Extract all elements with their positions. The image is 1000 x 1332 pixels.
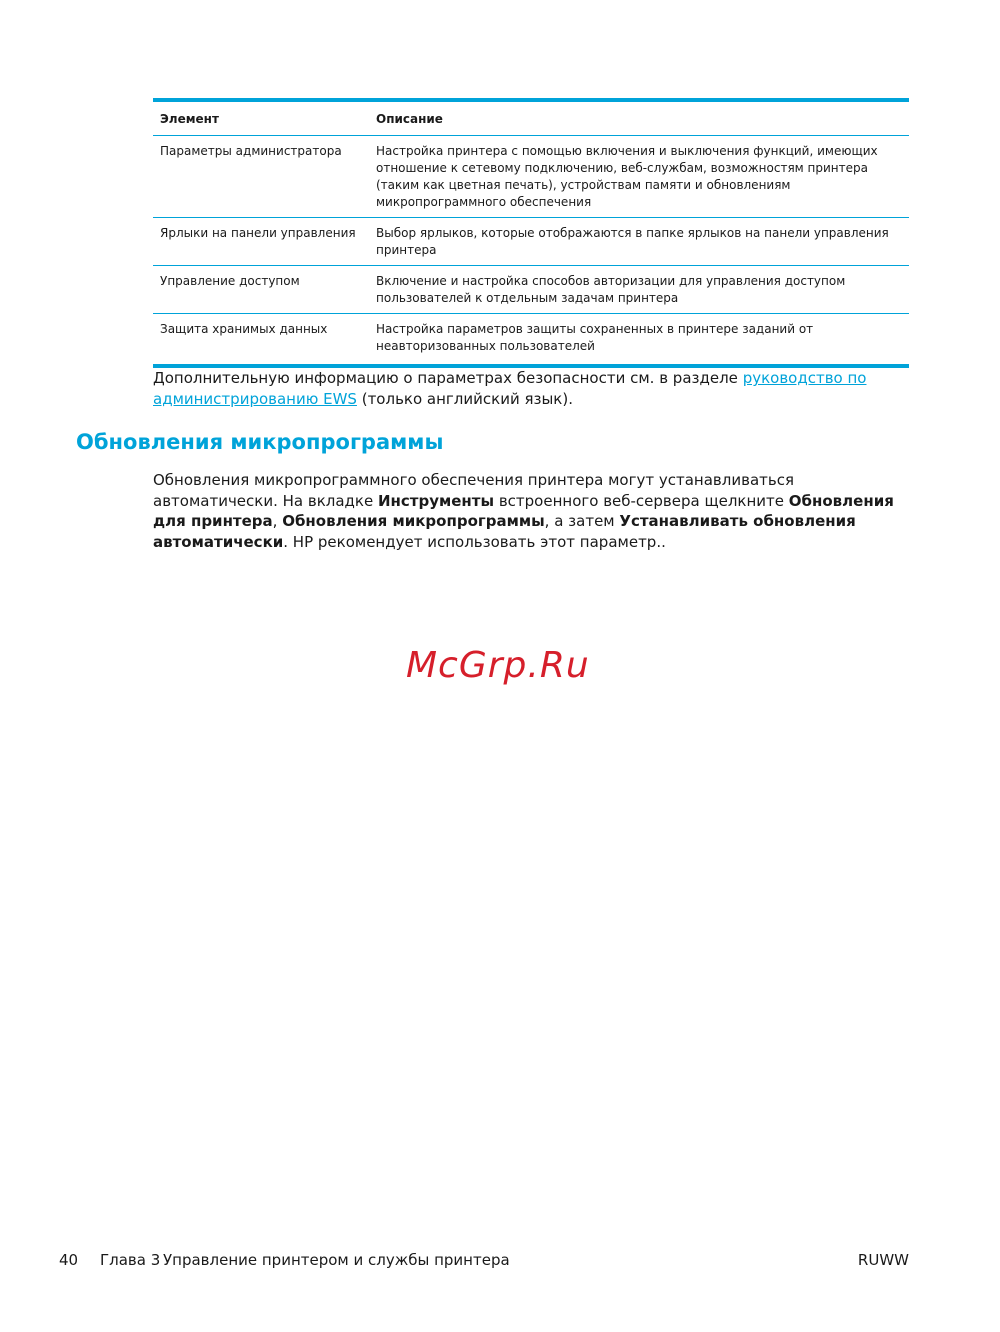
auto-install-option-name: Устанавливать обновления автоматически — [153, 512, 856, 551]
tools-tab-name: Инструменты — [377, 491, 495, 510]
firmware-paragraph — [153, 470, 913, 552]
table-row — [153, 218, 909, 266]
column-header-description: Описание — [369, 100, 909, 136]
watermark: McGrp.Ru — [406, 645, 590, 686]
firmware-text: , а затем — [544, 512, 620, 530]
table-row — [153, 266, 909, 314]
column-header-element: Элемент — [153, 100, 369, 136]
table-cell-element: Защита хранимых данных — [160, 322, 328, 336]
firmware-text: встроенного веб-сервера щелкните — [494, 491, 789, 510]
table-cell-element: Параметры администратора — [153, 136, 369, 218]
settings-table-container — [153, 98, 909, 368]
security-info-paragraph — [153, 368, 913, 409]
locale-code: RUWW — [857, 1251, 909, 1269]
section-heading: Обновления микропрограммы — [76, 430, 444, 454]
page-number: 40 — [59, 1251, 79, 1269]
chapter-label: Глава 3 — [100, 1251, 161, 1269]
printer-updates-name: Обновления для принтера — [153, 491, 894, 530]
table-cell-description: Настройка принтера с помощью включения и выключения функций, имеющих отношение к сетевому подключению, веб-службам, возможностям принтера (таким как цветная печать), устройствам памяти и обновлениям микропрограммного обеспечения — [369, 136, 909, 218]
table-header-row — [153, 100, 909, 136]
chapter-title: Управление принтером и службы принтера — [163, 1251, 510, 1269]
firmware-updates-name: Обновления микропрограммы — [282, 512, 545, 530]
table-cell-element: Ярлыки на панели управления — [153, 218, 369, 266]
info-text-after: (только английский язык). — [356, 389, 573, 408]
table-cell-description: Выбор ярлыков, которые отображаются в папке ярлыков на панели управления принтера — [369, 218, 909, 266]
firmware-text: Обновления микропрограммного обеспечения принтера могут устанавливаться автоматически. На вкладке — [153, 471, 794, 510]
info-text-before: Дополнительную информацию о параметрах безопасности см. в разделе — [153, 369, 743, 387]
firmware-text: . HP рекомендует использовать этот параметр.. — [283, 532, 666, 551]
settings-table — [153, 98, 909, 368]
table-cell-description: Настройка параметров защиты сохраненных в принтере заданий от неавторизованных пользователей — [376, 322, 814, 353]
firmware-text: , — [272, 512, 283, 530]
table-row — [153, 314, 909, 367]
table-cell-description: Включение и настройка способов авторизации для управления доступом пользователей к отдельным задачам принтера — [369, 266, 909, 314]
ews-admin-guide-link[interactable]: руководство по администрированию EWS — [153, 369, 867, 408]
table-row — [153, 136, 909, 218]
table-cell-element: Управление доступом — [153, 266, 369, 314]
